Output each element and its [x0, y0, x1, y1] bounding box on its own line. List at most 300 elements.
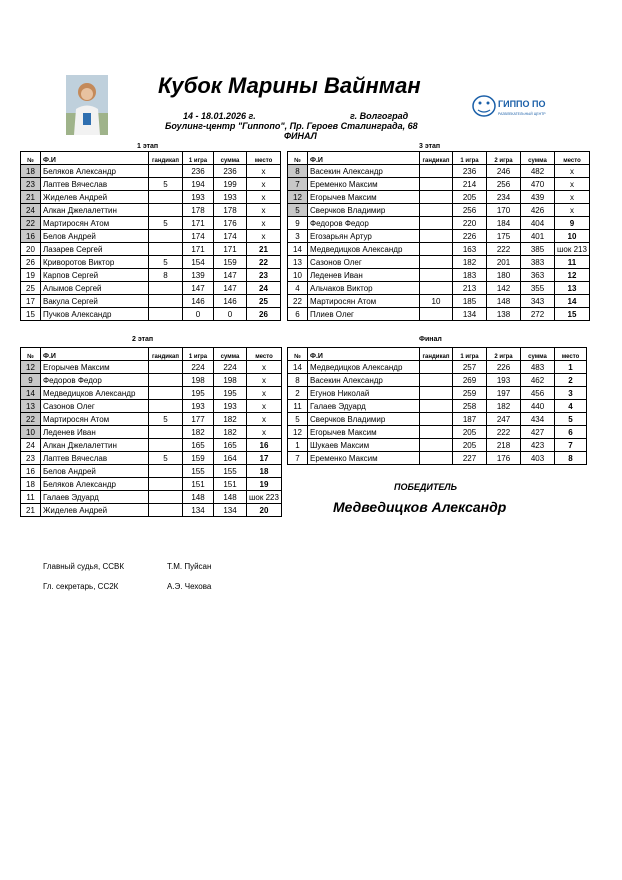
place-value: x — [247, 230, 281, 243]
place-value: 18 — [247, 465, 282, 478]
handicap-value — [420, 191, 453, 204]
handicap-value — [420, 452, 453, 465]
total-score: 440 — [521, 400, 555, 413]
player-name: Медведицков Александр — [308, 243, 420, 256]
game2-score: 234 — [487, 191, 521, 204]
game1-score: 177 — [183, 413, 214, 426]
player-number: 10 — [288, 269, 308, 282]
game1-score: 256 — [453, 204, 487, 217]
place-value: x — [247, 387, 282, 400]
table-row — [21, 504, 282, 517]
game1-score: 226 — [453, 230, 487, 243]
handicap-value: 5 — [149, 178, 183, 191]
player-number: 21 — [21, 504, 41, 517]
game2-score: 170 — [487, 204, 521, 217]
place-value: x — [247, 374, 282, 387]
final-caption: Финал — [419, 336, 442, 343]
game1-score: 183 — [453, 269, 487, 282]
place-value: x — [247, 217, 281, 230]
handicap-value — [420, 282, 453, 295]
player-name: Алкан Джелалеттин — [41, 204, 149, 217]
handicap-value — [420, 374, 453, 387]
game2-score: 246 — [487, 165, 521, 178]
handicap-value — [420, 204, 453, 217]
player-name: Жиделев Андрей — [41, 504, 149, 517]
total-score: 199 — [214, 178, 247, 191]
place-value: 26 — [247, 308, 281, 321]
player-name: Лаптев Вячеслав — [41, 178, 149, 191]
player-number: 1 — [288, 439, 308, 452]
table-row — [288, 204, 590, 217]
player-number: 14 — [288, 243, 308, 256]
player-number: 12 — [288, 426, 308, 439]
player-name: Леденев Иван — [41, 426, 149, 439]
player-number: 18 — [21, 165, 41, 178]
col-sum: сумма — [214, 152, 247, 165]
official-name: А.Э. Чехова — [167, 582, 212, 591]
col-place: место — [247, 152, 281, 165]
total-score: 403 — [521, 452, 555, 465]
player-number: 11 — [288, 400, 308, 413]
player-name: Васекин Александр — [308, 374, 420, 387]
total-score: 427 — [521, 426, 555, 439]
game1-score: 205 — [453, 439, 487, 452]
logo-subtitle: РАЗВЛЕКАТЕЛЬНЫЙ ЦЕНТР — [498, 112, 546, 116]
player-number: 14 — [288, 361, 308, 374]
game1-score: 259 — [453, 387, 487, 400]
place-value: x — [247, 413, 282, 426]
table-row — [21, 478, 282, 491]
table-row — [288, 269, 590, 282]
handicap-value — [420, 269, 453, 282]
game1-score: 195 — [183, 387, 214, 400]
total-score: 174 — [214, 230, 247, 243]
game1-score: 214 — [453, 178, 487, 191]
final-table — [287, 347, 587, 465]
place-value: 1 — [555, 361, 587, 374]
player-name: Еременко Максим — [308, 452, 420, 465]
col-sum: сумма — [214, 348, 247, 361]
player-number: 9 — [21, 374, 41, 387]
handicap-value: 5 — [149, 413, 183, 426]
player-number: 19 — [21, 269, 41, 282]
official-role: Главный судья, ССВК — [43, 562, 125, 571]
player-name: Криворотов Виктор — [41, 256, 149, 269]
table-row — [21, 178, 281, 191]
game1-score: 148 — [183, 491, 214, 504]
col-game1: 1 игра — [453, 348, 487, 361]
col-num: № — [21, 152, 41, 165]
game2-score: 201 — [487, 256, 521, 269]
game1-score: 171 — [183, 243, 214, 256]
player-name: Галаев Эдуард — [41, 491, 149, 504]
game2-score: 247 — [487, 413, 521, 426]
col-handicap: гандикап — [149, 348, 183, 361]
col-name: Ф.И — [308, 348, 420, 361]
table-row — [21, 387, 282, 400]
col-handicap: гандикап — [149, 152, 183, 165]
place-value: 22 — [247, 256, 281, 269]
game2-score: 182 — [487, 400, 521, 413]
total-score: 343 — [521, 295, 555, 308]
game1-score: 182 — [183, 426, 214, 439]
player-number: 23 — [21, 178, 41, 191]
table-row — [288, 230, 590, 243]
table-row — [21, 217, 281, 230]
player-name: Галаев Эдуард — [308, 400, 420, 413]
player-name: Егорычев Максим — [308, 191, 420, 204]
place-value: 10 — [555, 230, 590, 243]
game1-score: 171 — [183, 217, 214, 230]
handicap-value — [149, 191, 183, 204]
table-row — [288, 178, 590, 191]
event-stage: ФИНАЛ — [284, 131, 317, 141]
table-row — [288, 426, 587, 439]
col-place: место — [247, 348, 282, 361]
game1-score: 220 — [453, 217, 487, 230]
table-row — [288, 387, 587, 400]
total-score: 147 — [214, 269, 247, 282]
game1-score: 193 — [183, 191, 214, 204]
table-row — [21, 439, 282, 452]
total-score: 224 — [214, 361, 247, 374]
table-row — [288, 439, 587, 452]
game2-score: 193 — [487, 374, 521, 387]
player-name: Леденев Иван — [308, 269, 420, 282]
table-row — [21, 165, 281, 178]
player-number: 8 — [288, 165, 308, 178]
page-title: Кубок Марины Вайнман — [158, 73, 421, 98]
handicap-value — [149, 504, 183, 517]
total-score: 151 — [214, 478, 247, 491]
table-row — [21, 295, 281, 308]
game1-score: 139 — [183, 269, 214, 282]
stage2-caption: 2 этап — [132, 336, 154, 343]
game1-score: 163 — [453, 243, 487, 256]
player-number: 3 — [288, 230, 308, 243]
player-number: 25 — [21, 282, 41, 295]
col-num: № — [21, 348, 41, 361]
game1-score: 134 — [183, 504, 214, 517]
game1-score: 154 — [183, 256, 214, 269]
table-row — [288, 308, 590, 321]
game1-score: 134 — [453, 308, 487, 321]
table-row — [21, 426, 282, 439]
total-score: 482 — [521, 165, 555, 178]
place-value: 21 — [247, 243, 281, 256]
game1-score: 174 — [183, 230, 214, 243]
player-name: Сазонов Олег — [41, 400, 149, 413]
place-value: x — [555, 165, 590, 178]
place-value: 15 — [555, 308, 590, 321]
player-number: 4 — [288, 282, 308, 295]
game1-score: 165 — [183, 439, 214, 452]
table-row — [21, 452, 282, 465]
total-score: 195 — [214, 387, 247, 400]
col-game1: 1 игра — [183, 348, 214, 361]
player-number: 22 — [21, 413, 41, 426]
place-value: x — [247, 204, 281, 217]
game1-score: 213 — [453, 282, 487, 295]
table-row — [288, 374, 587, 387]
handicap-value: 10 — [420, 295, 453, 308]
player-name: Лаптев Вячеслав — [41, 452, 149, 465]
place-value: 19 — [247, 478, 282, 491]
place-value: 13 — [555, 282, 590, 295]
col-place: место — [555, 348, 587, 361]
player-name: Сазонов Олег — [308, 256, 420, 269]
handicap-value — [149, 308, 183, 321]
handicap-value — [420, 439, 453, 452]
place-value: x — [555, 191, 590, 204]
place-value: 2 — [555, 374, 587, 387]
table-row — [21, 256, 281, 269]
game1-score: 198 — [183, 374, 214, 387]
event-city: г. Волгоград — [350, 111, 409, 121]
player-name: Сверчков Владимир — [308, 413, 420, 426]
player-number: 22 — [288, 295, 308, 308]
winner-label: ПОБЕДИТЕЛЬ — [394, 482, 457, 492]
game1-score: 185 — [453, 295, 487, 308]
player-name: Мартиросян Атом — [41, 413, 149, 426]
official-role: Гл. секретарь, СС2К — [43, 582, 119, 591]
table-row — [21, 204, 281, 217]
player-name: Мартиросян Атом — [41, 217, 149, 230]
table-row — [21, 191, 281, 204]
stage1-table — [20, 151, 281, 321]
logo-text: ГИППО ПО — [498, 99, 546, 109]
table-row — [21, 243, 281, 256]
total-score: 178 — [214, 204, 247, 217]
place-value: 17 — [247, 452, 282, 465]
handicap-value: 5 — [149, 217, 183, 230]
player-number: 6 — [288, 308, 308, 321]
game2-score: 222 — [487, 243, 521, 256]
table-row — [21, 413, 282, 426]
handicap-value — [149, 361, 183, 374]
game2-score: 180 — [487, 269, 521, 282]
total-score: 147 — [214, 282, 247, 295]
game1-score: 147 — [183, 282, 214, 295]
total-score: 385 — [521, 243, 555, 256]
handicap-value — [149, 374, 183, 387]
handicap-value — [149, 165, 183, 178]
player-number: 10 — [21, 426, 41, 439]
handicap-value — [149, 204, 183, 217]
col-name: Ф.И — [41, 348, 149, 361]
handicap-value — [420, 426, 453, 439]
handicap-value — [420, 217, 453, 230]
handicap-value — [420, 413, 453, 426]
handicap-value — [149, 478, 183, 491]
place-value: 14 — [555, 295, 590, 308]
total-score: 182 — [214, 426, 247, 439]
handicap-value — [149, 465, 183, 478]
handicap-value — [420, 361, 453, 374]
player-name: Алкан Джелалеттин — [41, 439, 149, 452]
game1-score: 269 — [453, 374, 487, 387]
total-score: 182 — [214, 413, 247, 426]
total-score: 404 — [521, 217, 555, 230]
game1-score: 227 — [453, 452, 487, 465]
place-value: 3 — [555, 387, 587, 400]
player-name: Егорычев Максим — [41, 361, 149, 374]
place-value: x — [247, 191, 281, 204]
place-value: x — [555, 204, 590, 217]
table-row — [21, 465, 282, 478]
place-value: x — [247, 361, 282, 374]
player-name: Еременко Максим — [308, 178, 420, 191]
handicap-value: 5 — [149, 452, 183, 465]
table-row — [288, 361, 587, 374]
player-name: Шукаев Максим — [308, 439, 420, 452]
player-number: 24 — [21, 439, 41, 452]
game2-score: 142 — [487, 282, 521, 295]
game1-score: 0 — [183, 308, 214, 321]
total-score: 148 — [214, 491, 247, 504]
col-num: № — [288, 152, 308, 165]
col-num: № — [288, 348, 308, 361]
place-value: 5 — [555, 413, 587, 426]
game1-score: 205 — [453, 426, 487, 439]
player-name: Егорычев Максим — [308, 426, 420, 439]
handicap-value — [149, 295, 183, 308]
player-number: 7 — [288, 178, 308, 191]
total-score: 363 — [521, 269, 555, 282]
total-score: 0 — [214, 308, 247, 321]
game1-score: 187 — [453, 413, 487, 426]
stage2-table — [20, 347, 282, 517]
total-score: 236 — [214, 165, 247, 178]
total-score: 423 — [521, 439, 555, 452]
total-score: 164 — [214, 452, 247, 465]
table-row — [21, 400, 282, 413]
player-number: 26 — [21, 256, 41, 269]
total-score: 165 — [214, 439, 247, 452]
table-row — [288, 191, 590, 204]
place-value: x — [247, 400, 282, 413]
game1-score: 155 — [183, 465, 214, 478]
venue-logo — [470, 86, 546, 120]
col-game2: 2 игра — [487, 152, 521, 165]
table-row — [288, 400, 587, 413]
place-value: 12 — [555, 269, 590, 282]
place-value: x — [555, 178, 590, 191]
table-row — [21, 374, 282, 387]
handicap-value — [149, 282, 183, 295]
game1-score: 258 — [453, 400, 487, 413]
place-value: 23 — [247, 269, 281, 282]
game2-score: 138 — [487, 308, 521, 321]
game2-score: 256 — [487, 178, 521, 191]
handicap-value — [420, 165, 453, 178]
player-number: 11 — [21, 491, 41, 504]
game1-score: 159 — [183, 452, 214, 465]
handicap-value — [149, 439, 183, 452]
player-name: Федоров Федор — [308, 217, 420, 230]
col-name: Ф.И — [41, 152, 149, 165]
player-number: 21 — [21, 191, 41, 204]
total-score: 134 — [214, 504, 247, 517]
total-score: 434 — [521, 413, 555, 426]
event-venue: Боулинг-центр "Гиппопо", Пр. Героев Сталинграда, 68 — [165, 121, 418, 131]
place-value: 24 — [247, 282, 281, 295]
col-name: Ф.И — [308, 152, 420, 165]
player-number: 9 — [288, 217, 308, 230]
player-name: Жиделев Андрей — [41, 191, 149, 204]
player-name: Егунов Николай — [308, 387, 420, 400]
player-number: 14 — [21, 387, 41, 400]
player-name: Егозарьян Артур — [308, 230, 420, 243]
game2-score: 226 — [487, 361, 521, 374]
table-row — [288, 165, 590, 178]
player-number: 12 — [21, 361, 41, 374]
player-number: 13 — [288, 256, 308, 269]
handicap-value — [149, 230, 183, 243]
game1-score: 182 — [453, 256, 487, 269]
player-name: Белов Андрей — [41, 465, 149, 478]
handicap-value — [149, 243, 183, 256]
table-row — [288, 413, 587, 426]
game1-score: 194 — [183, 178, 214, 191]
place-value: x — [247, 426, 282, 439]
handicap-value — [149, 400, 183, 413]
game2-score: 222 — [487, 426, 521, 439]
table-row — [21, 491, 282, 504]
winner-name: Медведицков Александр — [333, 499, 507, 515]
stage3-caption: 3 этап — [419, 143, 441, 150]
total-score: 462 — [521, 374, 555, 387]
total-score: 355 — [521, 282, 555, 295]
table-row — [21, 308, 281, 321]
table-row — [21, 230, 281, 243]
game2-score: 175 — [487, 230, 521, 243]
place-value: шок 213 — [555, 243, 590, 256]
player-name: Мартиросян Атом — [308, 295, 420, 308]
handicap-value — [420, 400, 453, 413]
game1-score: 257 — [453, 361, 487, 374]
place-value: 9 — [555, 217, 590, 230]
total-score: 159 — [214, 256, 247, 269]
game1-score: 146 — [183, 295, 214, 308]
player-name: Медведицков Александр — [308, 361, 420, 374]
player-number: 13 — [21, 400, 41, 413]
col-handicap: гандикап — [420, 152, 453, 165]
total-score: 483 — [521, 361, 555, 374]
game2-score: 197 — [487, 387, 521, 400]
col-game1: 1 игра — [453, 152, 487, 165]
player-name: Пучков Александр — [41, 308, 149, 321]
place-value: шок 223 — [247, 491, 282, 504]
place-value: 6 — [555, 426, 587, 439]
handicap-value — [420, 230, 453, 243]
game1-score: 178 — [183, 204, 214, 217]
total-score: 426 — [521, 204, 555, 217]
player-number: 7 — [288, 452, 308, 465]
col-place: место — [555, 152, 590, 165]
game2-score: 218 — [487, 439, 521, 452]
official-name: Т.М. Пуйсан — [167, 562, 212, 571]
game1-score: 205 — [453, 191, 487, 204]
table-row — [288, 282, 590, 295]
player-number: 23 — [21, 452, 41, 465]
total-score: 176 — [214, 217, 247, 230]
player-name: Карпов Сергей — [41, 269, 149, 282]
player-name: Беляков Александр — [41, 478, 149, 491]
table-row — [288, 295, 590, 308]
handicap-value — [420, 256, 453, 269]
player-number: 22 — [21, 217, 41, 230]
